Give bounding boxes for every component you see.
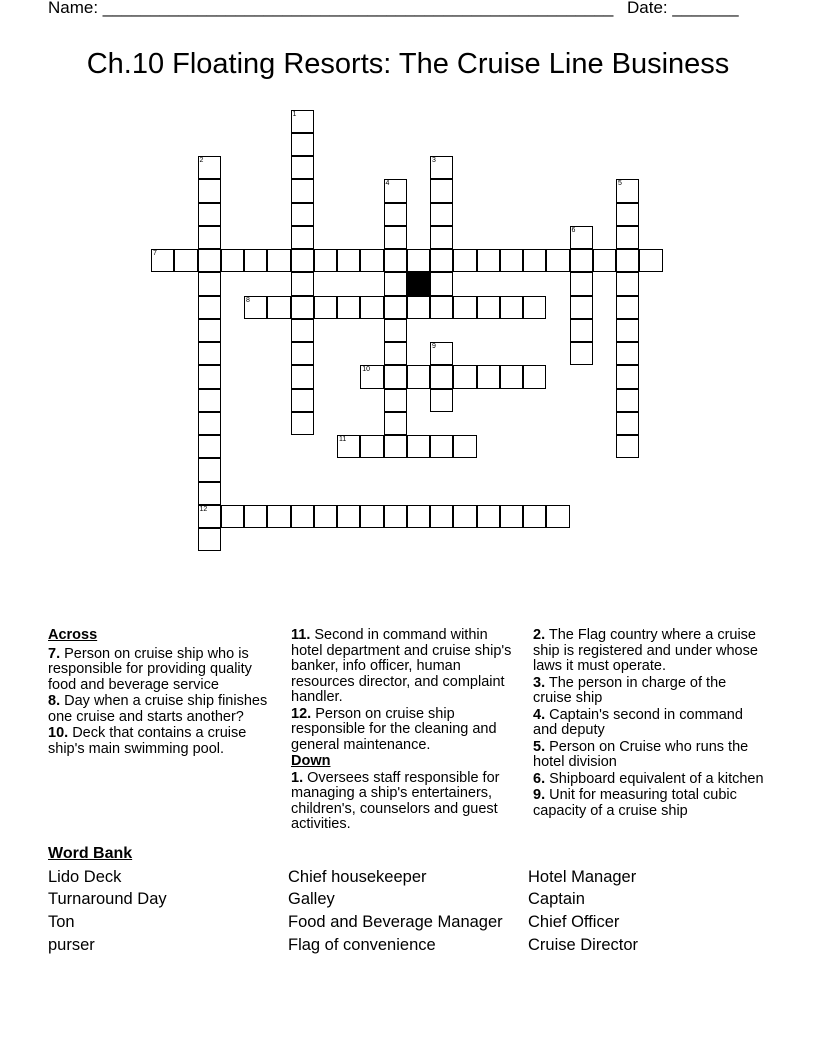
- crossword-cell[interactable]: [337, 505, 360, 528]
- clue-number: 9: [432, 343, 436, 350]
- crossword-cell[interactable]: [291, 226, 314, 249]
- crossword-cell[interactable]: [616, 179, 639, 202]
- crossword-cell[interactable]: [198, 482, 221, 505]
- crossword-cell[interactable]: [430, 272, 453, 295]
- crossword-cell[interactable]: [616, 389, 639, 412]
- crossword-cell[interactable]: [314, 249, 337, 272]
- word-bank-title: Word Bank: [48, 845, 133, 862]
- crossword-cell[interactable]: [407, 505, 430, 528]
- crossword-cell[interactable]: [616, 319, 639, 342]
- crossword-cell[interactable]: [198, 226, 221, 249]
- crossword-cell[interactable]: [384, 249, 407, 272]
- clue-down-6: 6. Shipboard equivalent of a kitchen: [533, 770, 764, 787]
- word-bank-item: Captain: [528, 890, 585, 908]
- crossword-cell[interactable]: [546, 505, 569, 528]
- clue-across-8: 8. Day when a cruise ship finishes one cruise and starts another?: [48, 693, 268, 725]
- clue-number: 2: [199, 157, 204, 164]
- crossword-cell[interactable]: [570, 249, 593, 272]
- clues-column-2: [291, 628, 523, 834]
- crossword-cell[interactable]: [477, 505, 500, 528]
- clue-number: 1: [292, 110, 297, 118]
- crossword-cell[interactable]: [384, 435, 407, 458]
- crossword-cell[interactable]: [244, 249, 267, 272]
- crossword-cell[interactable]: [221, 249, 244, 272]
- clue-number: 7: [153, 250, 157, 257]
- crossword-cell[interactable]: [291, 203, 314, 226]
- crossword-cell[interactable]: [430, 435, 453, 458]
- crossword-cell[interactable]: [430, 505, 453, 528]
- crossword-cell[interactable]: [500, 296, 523, 319]
- crossword-cell[interactable]: [267, 249, 290, 272]
- crossword-cell[interactable]: [198, 272, 221, 295]
- clue-number: 4: [385, 180, 390, 188]
- crossword-cell[interactable]: [174, 249, 197, 272]
- crossword-cell[interactable]: [360, 249, 383, 272]
- crossword-cell[interactable]: [384, 319, 407, 342]
- crossword-cell[interactable]: [291, 389, 314, 412]
- crossword-cell[interactable]: [430, 156, 453, 179]
- clue-number: 3: [432, 157, 436, 164]
- crossword-cell[interactable]: [198, 389, 221, 412]
- crossword-cell[interactable]: [407, 435, 430, 458]
- crossword-cell[interactable]: [198, 458, 221, 481]
- crossword-cell[interactable]: [221, 505, 244, 528]
- crossword-cell[interactable]: [198, 435, 221, 458]
- crossword-cell[interactable]: [639, 249, 662, 272]
- crossword-cell[interactable]: [616, 342, 639, 365]
- crossword-cell[interactable]: [453, 435, 476, 458]
- crossword-cell[interactable]: [500, 365, 523, 388]
- clue-down-1: 1. Oversees staff responsible for managing a ship's entertainers, children's, counselors and guest activities.: [291, 769, 500, 832]
- crossword-cell[interactable]: [314, 296, 337, 319]
- clue-number: 8: [246, 296, 250, 304]
- word-bank-item: Flag of convenience: [288, 936, 436, 954]
- crossword-cell[interactable]: [616, 226, 639, 249]
- crossword-cell[interactable]: [198, 156, 221, 179]
- crossword-cell[interactable]: [570, 226, 593, 249]
- crossword-cell[interactable]: [291, 365, 314, 388]
- word-bank-item: purser: [48, 936, 95, 954]
- crossword-cell[interactable]: [198, 296, 221, 319]
- crossword-cell[interactable]: [291, 412, 314, 435]
- crossword-cell[interactable]: [453, 365, 476, 388]
- crossword-cell[interactable]: [570, 342, 593, 365]
- crossword-cell[interactable]: [616, 203, 639, 226]
- crossword-cell[interactable]: [616, 272, 639, 295]
- crossword-cell[interactable]: [151, 249, 174, 272]
- crossword-cell[interactable]: [384, 342, 407, 365]
- clue-down-9: 9. Unit for measuring total cubic capacity of a cruise ship: [533, 787, 737, 819]
- clue-down-2: 2. The Flag country where a cruise ship is registered and under whose laws it must operate.: [533, 627, 758, 674]
- crossword-cell[interactable]: [616, 365, 639, 388]
- crossword-cell[interactable]: [384, 203, 407, 226]
- crossword-cell[interactable]: [291, 110, 314, 133]
- clue-down-3: 3. The person in charge of the cruise ship: [533, 674, 727, 706]
- crossword-cell[interactable]: [360, 505, 383, 528]
- crossword-cell[interactable]: [523, 249, 546, 272]
- crossword-cell[interactable]: [570, 272, 593, 295]
- crossword-cell[interactable]: [407, 296, 430, 319]
- name-field-line: Name: ______________________________________________________: [48, 0, 614, 17]
- word-bank-item: Food and Beverage Manager: [288, 913, 503, 931]
- crossword-cell[interactable]: [407, 365, 430, 388]
- crossword-cell[interactable]: [384, 365, 407, 388]
- crossword-cell[interactable]: [453, 505, 476, 528]
- crossword-cell[interactable]: [453, 249, 476, 272]
- word-bank-item: Cruise Director: [528, 936, 639, 954]
- word-bank-item: Ton: [48, 913, 75, 931]
- clue-number: 12: [199, 505, 208, 513]
- across-heading: Across: [48, 627, 98, 643]
- clue-down-5: 5. Person on Cruise who runs the hotel division: [533, 738, 749, 770]
- clue-across-7: 7. Person on cruise ship who is responsible for providing quality food and beverage service: [48, 645, 252, 693]
- date-field-line: Date: _______: [627, 0, 739, 17]
- crossword-cell[interactable]: [430, 226, 453, 249]
- crossword-cell[interactable]: [384, 505, 407, 528]
- crossword-cell[interactable]: [430, 342, 453, 365]
- crossword-cell[interactable]: [616, 412, 639, 435]
- word-bank-item: Hotel Manager: [528, 868, 637, 886]
- crossword-cell[interactable]: [291, 133, 314, 156]
- clue-across-11: 11. Second in command within hotel department and cruise ship's banker, info officer, human resources director, and complaint handler.: [291, 627, 512, 705]
- crossword-cell[interactable]: [291, 249, 314, 272]
- crossword-cell[interactable]: [430, 365, 453, 388]
- crossword-cell[interactable]: [593, 249, 616, 272]
- crossword-cell[interactable]: [546, 249, 569, 272]
- crossword-cell[interactable]: [523, 365, 546, 388]
- crossword-cell[interactable]: [384, 412, 407, 435]
- word-bank-item: Turnaround Day: [48, 890, 167, 908]
- word-bank-item: Lido Deck: [48, 868, 122, 886]
- clues-column-3: [533, 628, 768, 820]
- crossword-cell[interactable]: [453, 296, 476, 319]
- crossword-cell[interactable]: [291, 296, 314, 319]
- crossword-cell[interactable]: [198, 528, 221, 551]
- crossword-cell[interactable]: [430, 296, 453, 319]
- crossword-cell[interactable]: [360, 435, 383, 458]
- crossword-cell[interactable]: [430, 179, 453, 202]
- crossword-cell[interactable]: [384, 226, 407, 249]
- crossword-cell[interactable]: [477, 296, 500, 319]
- crossword-cell[interactable]: [500, 505, 523, 528]
- word-bank-item: Chief housekeeper: [288, 868, 427, 886]
- crossword-cell[interactable]: [430, 203, 453, 226]
- clue-across-12: 12. Person on cruise ship responsible for the cleaning and general maintenance.: [291, 705, 497, 753]
- crossword-cell[interactable]: [291, 156, 314, 179]
- crossword-cell[interactable]: [523, 296, 546, 319]
- crossword-cell[interactable]: [430, 249, 453, 272]
- crossword-cell[interactable]: [523, 505, 546, 528]
- crossword-cell[interactable]: [337, 296, 360, 319]
- crossword-cell[interactable]: [244, 296, 267, 319]
- crossword-cell[interactable]: [198, 203, 221, 226]
- crossword-cell[interactable]: [384, 389, 407, 412]
- crossword-cell[interactable]: [477, 249, 500, 272]
- crossword-cell[interactable]: [477, 365, 500, 388]
- crossword-cell[interactable]: [500, 249, 523, 272]
- clue-number: 6: [571, 226, 576, 234]
- crossword-cell[interactable]: [198, 505, 221, 528]
- crossword-cell[interactable]: [198, 179, 221, 202]
- clues-column-1: [48, 628, 268, 758]
- crossword-cell[interactable]: [198, 342, 221, 365]
- clue-number: 10: [362, 366, 371, 374]
- crossword-cell[interactable]: [198, 319, 221, 342]
- clue-across-10: 10. Deck that contains a cruise ship's main swimming pool.: [48, 725, 247, 757]
- word-bank-item: Chief Officer: [528, 913, 620, 931]
- crossword-cell[interactable]: [267, 296, 290, 319]
- crossword-cell[interactable]: [616, 296, 639, 319]
- clue-down-4: 4. Captain's second in command and deputy: [533, 706, 743, 738]
- crossword-cell[interactable]: [360, 296, 383, 319]
- crossword-cell[interactable]: [291, 505, 314, 528]
- crossword-cell[interactable]: [267, 505, 290, 528]
- crossword-cell[interactable]: [570, 319, 593, 342]
- crossword-cell[interactable]: [291, 179, 314, 202]
- down-heading: Down: [291, 753, 331, 769]
- crossword-cell[interactable]: [407, 249, 430, 272]
- crossword-cell[interactable]: [314, 505, 337, 528]
- crossword-cell[interactable]: [244, 505, 267, 528]
- crossword-cell[interactable]: [384, 296, 407, 319]
- crossword-cell[interactable]: [360, 365, 383, 388]
- crossword-cell[interactable]: [291, 342, 314, 365]
- crossword-cell[interactable]: [198, 249, 221, 272]
- word-bank-item: Galley: [288, 890, 335, 908]
- crossword-cell[interactable]: [337, 249, 360, 272]
- clue-number: 11: [339, 436, 347, 443]
- crossword-cell[interactable]: [384, 179, 407, 202]
- blocked-cell: [407, 272, 430, 295]
- crossword-cell[interactable]: [198, 412, 221, 435]
- page-title: Ch.10 Floating Resorts: The Cruise Line Business: [86, 48, 730, 80]
- crossword-cell[interactable]: [616, 435, 639, 458]
- crossword-cell[interactable]: [291, 319, 314, 342]
- crossword-cell[interactable]: [291, 272, 314, 295]
- crossword-cell[interactable]: [384, 272, 407, 295]
- crossword-cell[interactable]: [198, 365, 221, 388]
- crossword-cell[interactable]: [570, 296, 593, 319]
- crossword-cell[interactable]: [616, 249, 639, 272]
- clue-number: 5: [618, 180, 622, 188]
- crossword-cell[interactable]: [337, 435, 360, 458]
- crossword-cell[interactable]: [430, 389, 453, 412]
